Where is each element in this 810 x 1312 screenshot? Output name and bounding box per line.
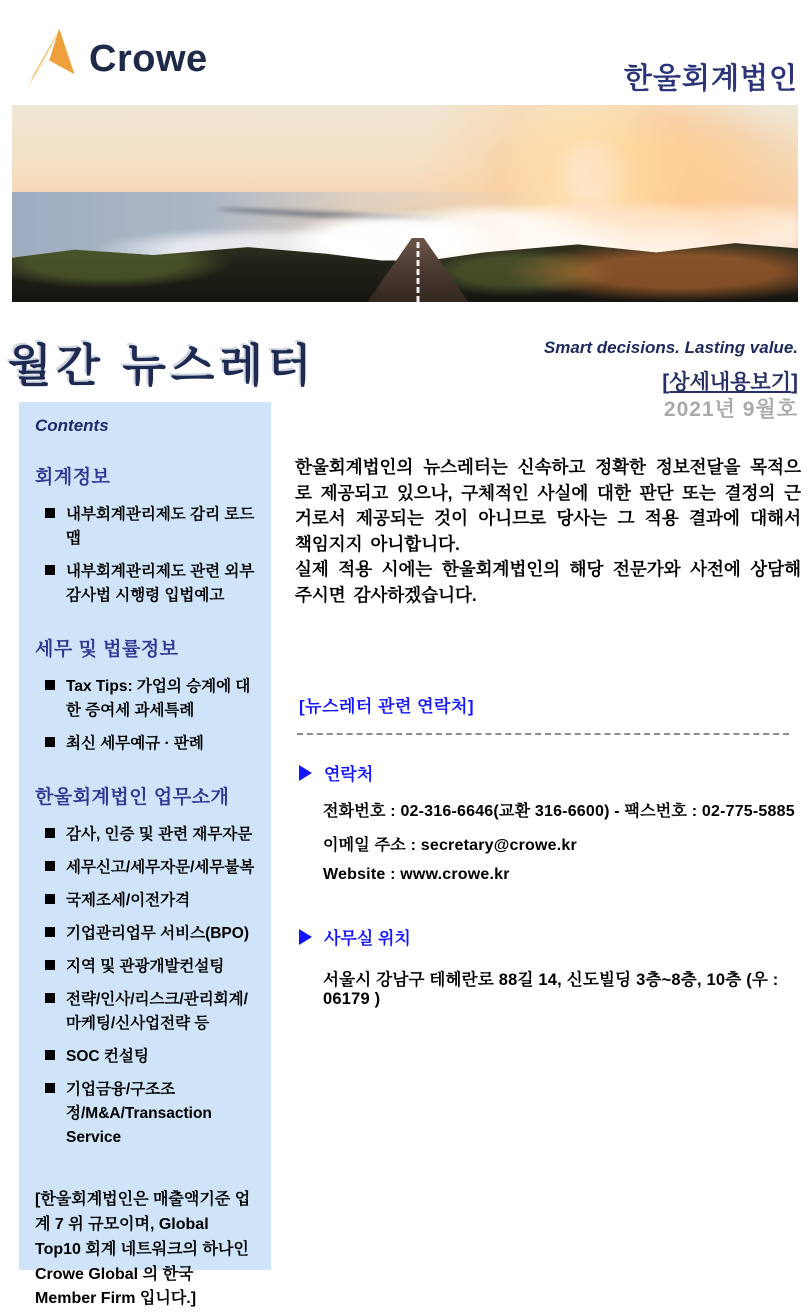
square-bullet-icon [45,1083,55,1093]
sidebar-section-tax-law [33,634,259,756]
firm-ranking-footnote: [한울회계법인은 매출액기준 업계 7 위 규모이며, Global Top10 회계 네트워크의 하나인 Crowe Global 의 한국 Member Firm 입니다.] [35,1191,251,1308]
crowe-wordmark: Crowe [89,37,208,80]
crowe-mountain-icon [24,26,76,92]
detail-link-open-bracket: [ [662,371,670,394]
contact-label: 연락처 [324,765,374,784]
disclaimer-paragraph: 한울회계법인의 뉴스레터는 신속하고 정확한 정보전달을 목적으로 제공되고 있으나, 구체적인 사실에 대한 판단 또는 결정의 근거로서 제공되는 것이 아니므로 당사는 그 적용 결과에 대해서 책임지지 아니합니다. [295,457,801,554]
section-title: 세무 및 법률정보 [35,639,179,661]
list-item-label: 최신 세무예규 · 판례 [66,735,204,753]
square-bullet-icon [45,927,55,937]
issue-number: 2021년 9월호 [663,398,798,421]
list-item-label: 내부회계관리제도 관련 외부 감사법 시행령 입법예고 [66,563,255,605]
square-bullet-icon [45,737,55,747]
firm-name: 한울회계법인 [623,63,798,95]
page-title: 월간 뉴스레터 [8,340,317,391]
list-item-label: 전략/인사/리스크/관리회계/마케팅/신사업전략 등 [66,991,248,1033]
list-item-label: 세무신고/세무자문/세무불복 [66,859,255,877]
contact-label-row [299,760,373,785]
contents-sidebar [19,402,271,1308]
square-bullet-icon [45,680,55,690]
list-item [45,732,259,756]
square-bullet-icon [45,565,55,575]
square-bullet-icon [45,861,55,871]
disclaimer-paragraph: 실제 적용 시에는 한울회계법인의 해당 전문가와 사전에 상담해 주시면 감사하겠습니다. [295,559,801,605]
list-item-label: 지역 및 관광개발컨설팅 [66,958,225,976]
square-bullet-icon [45,993,55,1003]
office-label-row [299,924,411,949]
list-item-label: 감사, 인증 및 관련 재무자문 [66,826,253,844]
list-item [45,675,259,723]
list-item-label: Tax Tips: 가업의 승계에 대한 증여세 과세특례 [66,678,251,720]
square-bullet-icon [45,508,55,518]
sidebar-section-services [33,782,259,1150]
brand-tagline: Smart decisions. Lasting value. [543,338,798,357]
detail-link-close-bracket: ] [791,371,798,394]
list-item [45,503,259,551]
list-item-label: 기업금융/구조조정/M&A/Transaction Service [66,1081,212,1147]
square-bullet-icon [45,894,55,904]
contact-details [323,798,803,895]
list-item [45,955,259,979]
list-item [45,1045,259,1069]
detail-link-text[interactable]: 상세내용보기 [669,371,791,394]
list-item [45,922,259,946]
contents-label: Contents [35,416,109,435]
section-title: 회계정보 [35,467,111,488]
section-title: 한울회계법인 업무소개 [35,787,230,809]
square-bullet-icon [45,1050,55,1060]
list-item-label: 기업관리업무 서비스(BPO) [66,925,249,943]
email-line: 이메일 주소 : secretary@crowe.kr [323,837,577,854]
disclaimer-text [295,455,801,608]
website-line: Website : www.crowe.kr [323,866,510,883]
list-item-label: SOC 컨설팅 [66,1048,149,1066]
office-label: 사무실 위치 [324,929,411,948]
contact-section-header: [뉴스레터 관련 연락처] [299,697,475,716]
main-column [295,0,807,1270]
office-address: 서울시 강남구 테헤란로 88길 14, 신도빌딩 3층~8층, 10층 (우 : 06179 ) [323,971,779,1008]
dashed-divider [297,733,789,735]
list-item [45,1078,259,1150]
crowe-logo [24,26,208,92]
list-item [45,823,259,847]
arrow-right-icon [299,765,312,781]
list-item-label: 내부회계관리제도 감리 로드맵 [66,506,255,548]
list-item [45,988,259,1036]
list-item-label: 국제조세/이전가격 [66,892,191,910]
square-bullet-icon [45,828,55,838]
phone-fax-line: 전화번호 : 02-316-6646(교환 316-6600) - 팩스번호 : 02-775-5885 [323,803,795,820]
list-item [45,856,259,880]
list-item [45,560,259,608]
arrow-right-icon [299,929,312,945]
sidebar-section-accounting [33,462,259,608]
list-item [45,889,259,913]
square-bullet-icon [45,960,55,970]
